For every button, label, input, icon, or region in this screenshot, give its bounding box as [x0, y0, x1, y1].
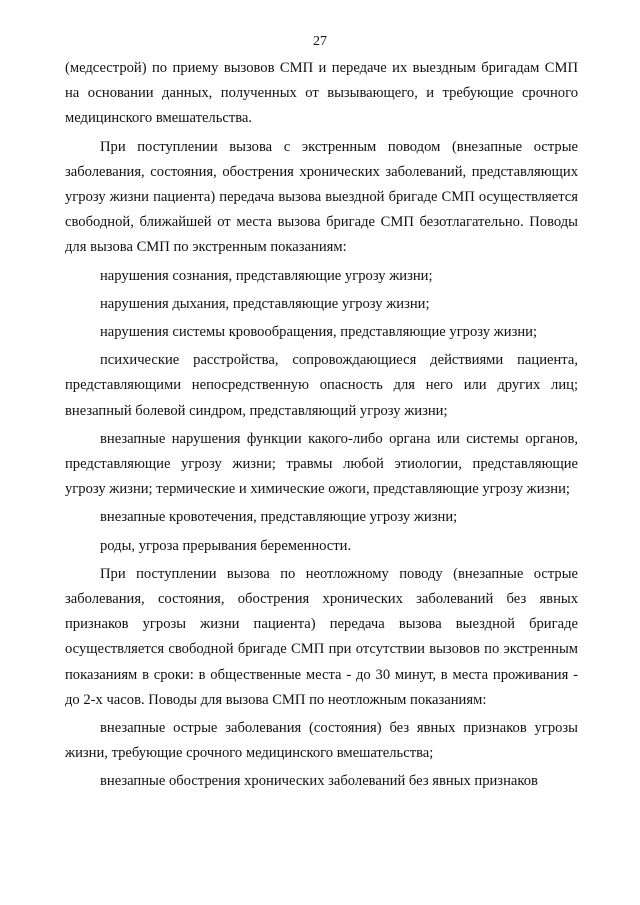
- document-body: [65, 56, 578, 795]
- list-item-circulation: нарушения системы кровообращения, представляющие угрозу жизни;: [100, 324, 538, 341]
- list-item-organ-dysfunction: внезапные нарушения функции какого-либо органа или системы органов, представляющие угрозу жизни; травмы любой этиологии, представляющие угрозу жизни; термические и химические ожоги, представляющие угрозу жизни;: [65, 430, 578, 498]
- list-item-childbirth: роды, угроза прерывания беременности.: [100, 537, 352, 554]
- page-number: 27: [313, 34, 327, 49]
- paragraph-urgent-call: При поступлении вызова по неотложному поводу (внезапные острые заболевания, состояния, обострения хронических заболеваний без явных признаков угрозы жизни пациента) передача вызова выездной бригаде осуществляется свободной бригаде СМП при отсутствии вызовов по экстренным показаниям в сроки: в общественные места - до 30 минут, в места проживания - до 2-х часов. Поводы для вызова СМП по неотложным показаниям:: [65, 565, 578, 708]
- list-item-chronic-exacerbation: внезапные обострения хронических заболеваний без явных признаков: [100, 773, 538, 790]
- paragraph-emergency-call: При поступлении вызова с экстренным поводом (внезапные острые заболевания, состояния, обострения хронических заболеваний, представляющих угрозу жизни пациента) передача вызова выездной бригаде СМП осуществляется свободной, ближайшей от места вызова бригаде СМП безотлагательно. Поводы для вызова СМП по экстренным показаниям:: [65, 138, 578, 256]
- list-item-bleeding: внезапные кровотечения, представляющие угрозу жизни;: [100, 509, 458, 526]
- list-item-consciousness: нарушения сознания, представляющие угрозу жизни;: [100, 267, 433, 284]
- list-item-breathing: нарушения дыхания, представляющие угрозу жизни;: [100, 295, 430, 312]
- list-item-mental-disorders: психические расстройства, сопровождающиеся действиями пациента, представляющими непосредственную опасность для него или других лиц; внезапный болевой синдром, представляющий угрозу жизни;: [65, 352, 578, 419]
- paragraph-continuation: (медсестрой) по приему вызовов СМП и передаче их выездным бригадам СМП на основании данных, полученных от вызывающего, и требующие срочного медицинского вмешательства.: [65, 60, 578, 127]
- list-item-acute-diseases: внезапные острые заболевания (состояния) без явных признаков угрозы жизни, требующие срочного медицинского вмешательства;: [65, 720, 578, 762]
